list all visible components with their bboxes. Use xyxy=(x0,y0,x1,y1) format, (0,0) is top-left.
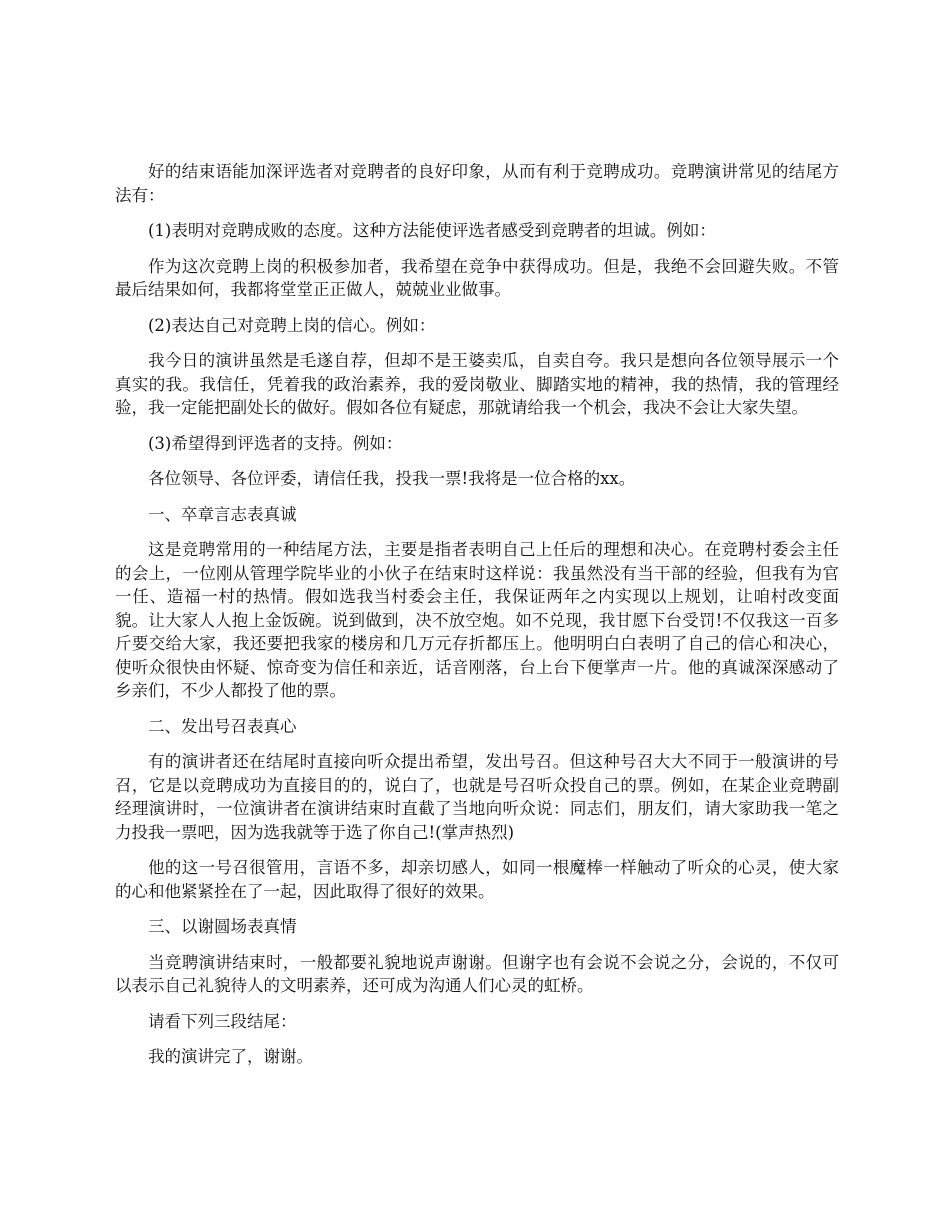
paragraph-intro: 好的结束语能加深评选者对竞聘者的良好印象，从而有利于竞聘成功。竞聘演讲常见的结尾方法有： xyxy=(115,162,839,205)
paragraph-section-1: 这是竞聘常用的一种结尾方法，主要是指者表明自己上任后的理想和决心。在竞聘村委会主任的会上，一位刚从管理学院毕业的小伙子在结束时这样说：我虽然没有当干部的经验，但我有为官一任、造福一村的热情。假如选我当村委会主任，我保证两年之内实现以上规划，让咱村改变面貌。让大家人人抱上金饭碗。说到做到，决不放空炮。如不兑现，我甘愿下台受罚!不仅我这一百多斤要交给大家，我还要把我家的楼房和几万元存折都压上。他明明白白表明了自己的信心和决心，使听众很快由怀疑、惊奇变为信任和亲近，话音刚落，台上台下便掌声一片。他的真诚深深感动了乡亲们，不少人都投了他的票。 xyxy=(115,540,839,700)
section-heading-2: 二、发出号召表真心 xyxy=(148,716,297,736)
paragraph-lead-in: 请看下列三段结尾： xyxy=(148,1011,297,1031)
section-heading-3: 三、以谢圆场表真情 xyxy=(148,917,297,936)
paragraph-method-2: (2)表达自己对竞聘上岗的信心。例如： xyxy=(148,315,436,335)
paragraph-example-1: 作为这次竞聘上岗的积极参加者，我希望在竞争中获得成功。但是，我绝不会回避失败。不管最后结果如何，我都将堂堂正正做人，兢兢业业做事。 xyxy=(115,256,839,299)
paragraph-example-3: 各位领导、各位评委，请信任我，投我一票!我将是一位合格的xx。 xyxy=(148,469,636,488)
paragraph-method-3: (3)希望得到评选者的支持。例如： xyxy=(148,433,403,453)
section-heading-1: 一、卒章言志表真诚 xyxy=(148,504,297,524)
paragraph-section-2a: 有的演讲者还在结尾时直接向听众提出希望，发出号召。但这种号召大大不同于一般演讲的号召，它是以竞聘成功为直接目的的，说白了，也就是号召听众投自己的票。例如，在某企业竞聘副经理演讲时，一位演讲者在演讲结束时直截了当地向听众说：同志们，朋友们，请大家助我一笔之力投我一票吧，因为选我就等于选了你自己!(掌声热烈) xyxy=(115,752,839,842)
paragraph-section-2b: 他的这一号召很管用，言语不多，却亲切感人，如同一根魔棒一样触动了听众的心灵，使大家的心和他紧紧拴在了一起，因此取得了很好的效果。 xyxy=(115,858,839,901)
document-page xyxy=(115,160,839,1081)
paragraph-example-2: 我今日的演讲虽然是毛遂自荐，但却不是王婆卖瓜，自卖自夸。我只是想向各位领导展示一个真实的我。我信任，凭着我的政治素养，我的爱岗敬业、脚踏实地的精神，我的热情，我的管理经验，我一定能把副处长的做好。假如各位有疑虑，那就请给我一个机会，我决不会让大家失望。 xyxy=(115,351,839,417)
paragraph-closing: 我的演讲完了，谢谢。 xyxy=(148,1047,313,1066)
paragraph-method-1: (1)表明对竞聘成败的态度。这种方法能使评选者感受到竞聘者的坦诚。例如： xyxy=(148,221,716,240)
paragraph-section-3: 当竞聘演讲结束时，一般都要礼貌地说声谢谢。但谢字也有会说不会说之分，会说的，不仅可以表示自己礼貌待人的文明素养，还可成为沟通人们心灵的虹桥。 xyxy=(115,952,839,995)
